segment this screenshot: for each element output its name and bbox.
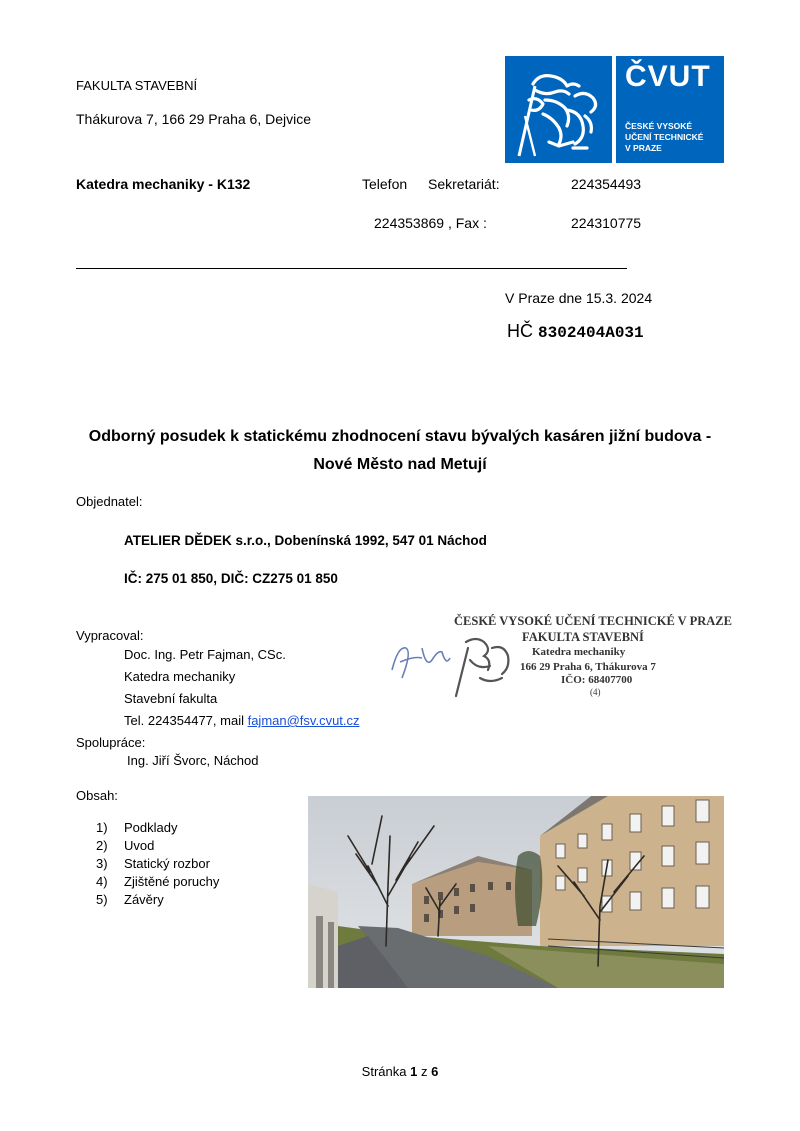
faculty-address: Thákurova 7, 166 29 Praha 6, Dejvice xyxy=(76,111,312,127)
stamp-line-4: 166 29 Praha 6, Thákurova 7 xyxy=(520,661,656,673)
reference-number xyxy=(507,321,644,342)
author-name: Doc. Ing. Petr Fajman, CSc. xyxy=(124,647,286,662)
faculty-name: FAKULTA STAVEBNÍ xyxy=(76,78,198,93)
author-department: Katedra mechaniky xyxy=(124,669,236,684)
building-photo xyxy=(308,796,724,988)
department-name: Katedra mechaniky - K132 xyxy=(76,176,251,192)
date-line: V Praze dne 15.3. 2024 xyxy=(505,290,653,306)
document-title-line-2: Nové Město nad Metují xyxy=(313,456,487,473)
client-name: ATELIER DĚDEK s.r.o., Dobenínská 1992, 547 01 Náchod xyxy=(124,533,487,548)
logo-line-1: ČESKÉ VYSOKÉ xyxy=(625,121,693,131)
cooperation-name: Ing. Jiří Švorc, Náchod xyxy=(127,753,259,768)
list-item: 1) Podklady xyxy=(96,820,178,835)
stamp-line-3: Katedra mechaniky xyxy=(532,646,626,658)
logo-line-3: V PRAZE xyxy=(625,143,662,153)
author-phone: Tel. 224354477, mail xyxy=(124,713,248,728)
stamp-line-2: FAKULTA STAVEBNÍ xyxy=(522,630,644,644)
author-faculty: Stavební fakulta xyxy=(124,691,218,706)
lion-emblem-icon xyxy=(505,56,612,163)
cvut-logo xyxy=(505,56,724,163)
page-footer xyxy=(0,1064,800,1079)
list-item: 5) Závěry xyxy=(96,892,164,907)
logo-brand: ČVUT xyxy=(625,60,711,93)
footer-page-word: Stránka xyxy=(361,1064,407,1079)
logo-line-2: UČENÍ TECHNICKÉ xyxy=(625,132,704,142)
phone-secondary: 224353869 , Fax : xyxy=(374,215,487,231)
list-item: 3) Statický rozbor xyxy=(96,856,210,871)
client-label: Objednatel: xyxy=(76,494,143,509)
reference-prefix: HČ xyxy=(507,321,533,341)
stamp-line-1: ČESKÉ VYSOKÉ UČENÍ TECHNICKÉ V PRAZE xyxy=(454,614,732,628)
fax-number: 224310775 xyxy=(571,215,642,231)
contents-label: Obsah: xyxy=(76,788,118,803)
reference-code: 8302404A031 xyxy=(538,324,644,342)
footer-of: z xyxy=(420,1064,428,1079)
official-stamp xyxy=(370,608,732,708)
list-item: 4) Zjištěné poruchy xyxy=(96,874,220,889)
author-label: Vypracoval: xyxy=(76,628,144,643)
secretariat-number: 224354493 xyxy=(571,176,642,192)
author-email-link[interactable]: fajman@fsv.cvut.cz xyxy=(247,713,360,728)
cooperation-label: Spolupráce: xyxy=(76,735,146,750)
header-divider xyxy=(76,268,627,269)
list-item: 2) Uvod xyxy=(96,838,155,853)
stamp-line-5: IČO: 68407700 xyxy=(561,674,633,686)
secretariat-label: Sekretariát: xyxy=(428,176,500,192)
logo-text-block xyxy=(616,56,724,163)
contents-list xyxy=(96,820,219,910)
logo-subtitle xyxy=(625,121,703,154)
footer-current-page: 1 xyxy=(410,1064,418,1079)
phone-label: Telefon xyxy=(362,176,408,192)
document-title-line-1: Odborný posudek k statickému zhodnocení stavu bývalých kasáren jižní budova - xyxy=(88,428,712,445)
client-ids: IČ: 275 01 850, DIČ: CZ275 01 850 xyxy=(124,571,338,586)
footer-total-pages: 6 xyxy=(431,1064,439,1079)
stamp-line-6: (4) xyxy=(590,687,601,697)
author-contact xyxy=(124,713,360,728)
